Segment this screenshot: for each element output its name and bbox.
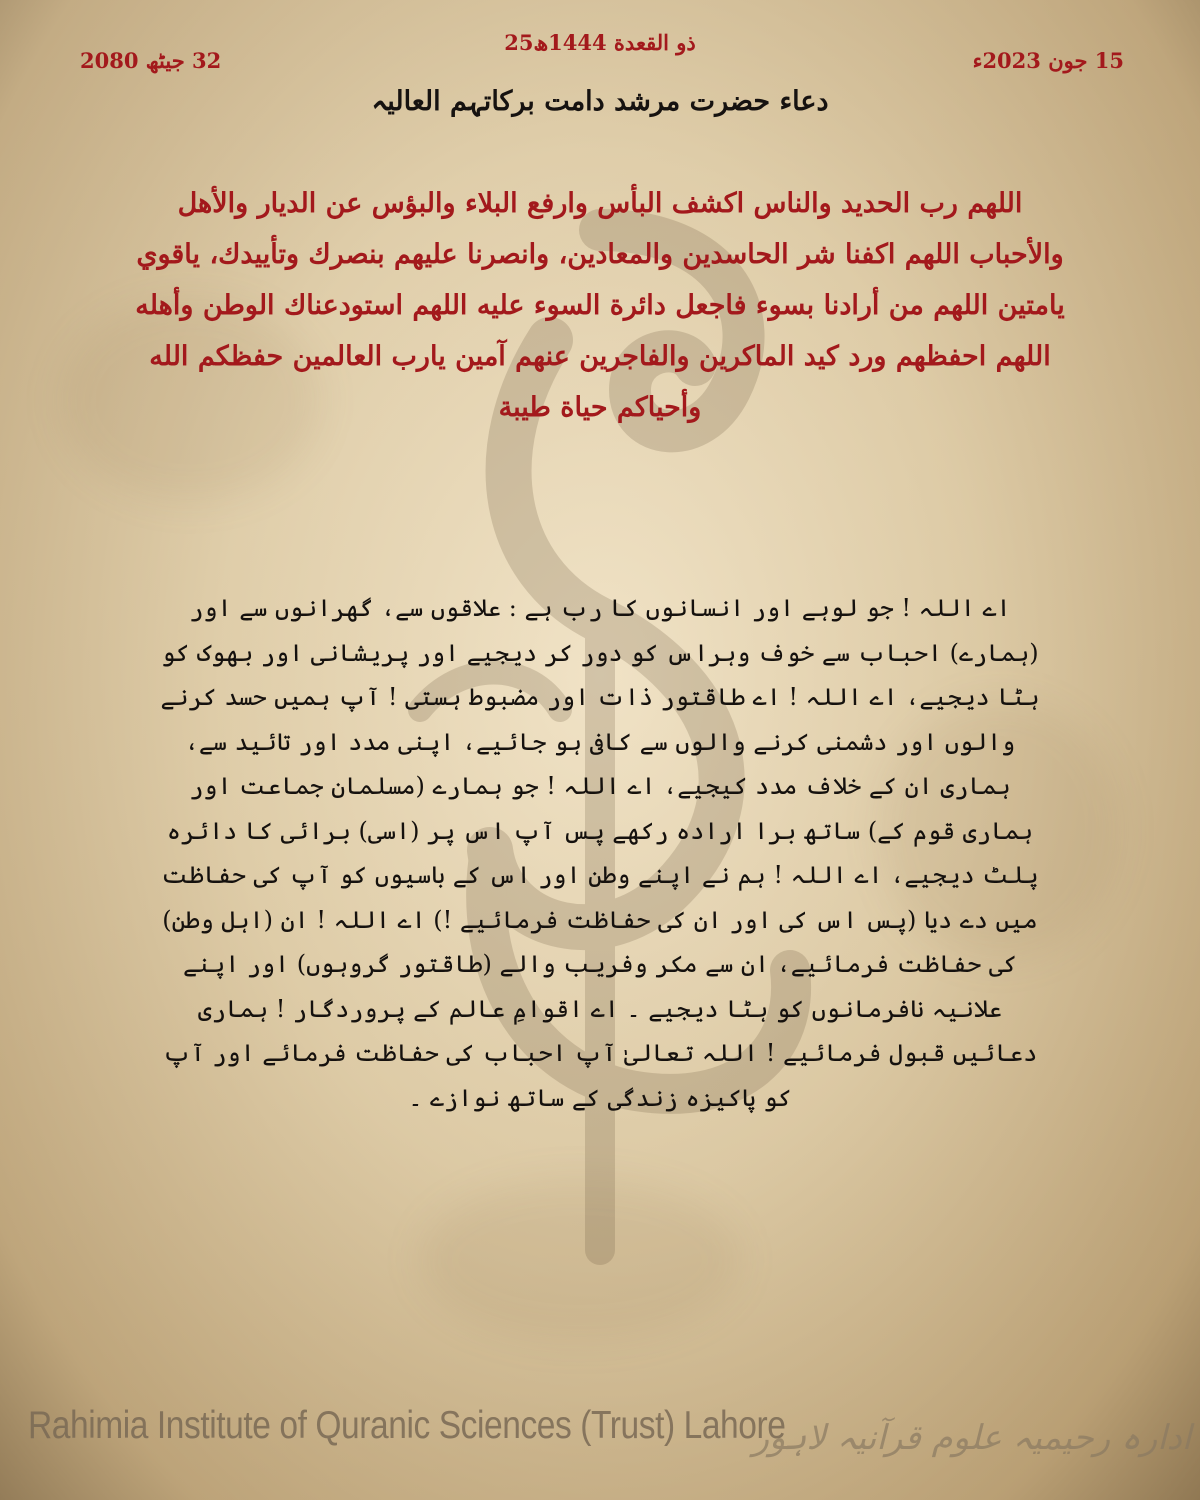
institute-calligraphy-logo-icon: ادارہ رحیمیہ علوم قرآنیہ لاہور (752, 1417, 1192, 1458)
institute-name-english: Rahimia Institute of Quranic Sciences (Trust) Lahore (28, 1404, 786, 1447)
desi-date: 32 جیٹھ 2080 (80, 48, 222, 73)
footer (0, 1390, 1200, 1480)
arabic-dua-text: اللهم رب الحديد والناس اكشف البأس وارفع البلاء والبؤس عن الديار والأهل والأحباب اللهم اكفنا شر الحاسدين والمعادين، وانصرنا عليهم بنصرك وتأييدك، ياقوي يامتين اللهم من أرادنا بسوء فاجعل دائرة السوء عليه اللهم استودعناك الوطن وأهله اللهم احفظهم ورد كيد الماكرين والفاجرين عنهم آمين يارب العالمين حفظكم الله وأحياكم حياة طيبة (135, 188, 1065, 423)
urdu-translation-text: اے اللہ ! جو لوہے اور انسانوں کا رب ہے : علاقوں سے، گھرانوں سے اور (ہمارے) احباب سے خوف وہراس کو دور کر دیجیے اور پریشانی اور بھوک کو ہٹا دیجیے، اے اللہ ! اے طاقتور ذات اور مضبوط ہستی ! آپ ہمیں حسد کرنے والوں اور دشمنی کرنے والوں سے کافی ہو جائیے، اپنی مدد اور تائید سے، ہماری ان کے خلاف مدد کیجیے، اے اللہ ! جو ہمارے (مسلمان جماعت اور ہماری قوم کے) ساتھ برا ارادہ رکھے پس آپ اس پر (اسی) برائی کا دائرہ پلٹ دیجیے، اے اللہ ! ہم نے اپنے وطن اور اس کے باسیوں کو آپ کی حفاظت میں دے دیا (پس اس کی اور ان کی حفاظت فرمائیے !) اے اللہ ! ان (اہل وطن) کی حفاظت فرمائیے، ان سے مکر وفریب والے (طاقتور گروہوں) اور اپنے علانیہ نافرمانوں کو ہٹا دیجیے ۔ اے اقوامِ عالم کے پروردگار ! ہماری دعائیں قبول فرمائیے ! اللہ تعالیٰ آپ احباب کی حفاظت فرمائے اور آپ کو پاکیزہ زندگی کے ساتھ نوازے ۔ (160, 594, 1040, 1112)
hijri-date: 25ذو القعدة 1444ھ (504, 30, 696, 55)
gregorian-date: 15 جون 2023ء (972, 48, 1124, 73)
page-title: دعاء حضرت مرشد دامت برکاتہم العالیہ (371, 86, 829, 117)
